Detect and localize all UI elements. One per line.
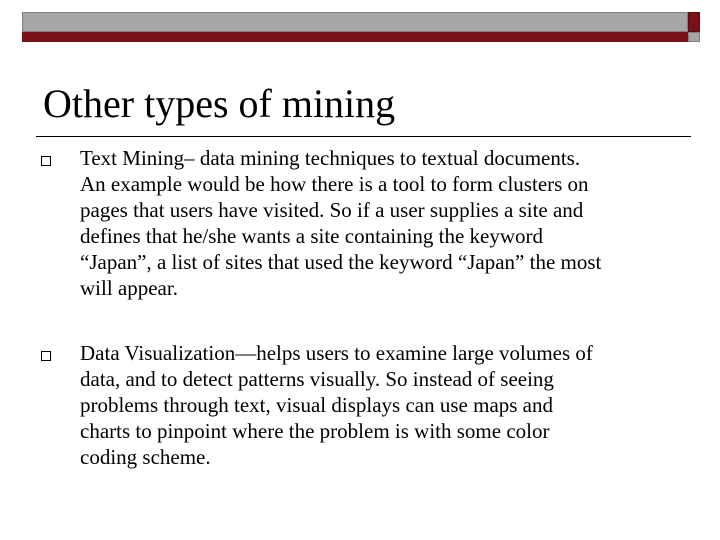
header-red-band [22, 32, 688, 42]
bullet-text [80, 340, 690, 470]
header-gray-band [22, 12, 688, 32]
bullet-line: data, and to detect patterns visually. So instead of seeing [80, 367, 554, 391]
bullet-line: coding scheme. [80, 445, 211, 469]
bullet-line: pages that users have visited. So if a user supplies a site and [80, 198, 584, 222]
bullet-line: Text Mining– data mining techniques to textual documents. [80, 146, 581, 170]
bullet-line: charts to pinpoint where the problem is with some color [80, 419, 550, 443]
bullet-line: defines that he/she wants a site containing the keyword [80, 224, 544, 248]
hollow-square-bullet-icon [41, 351, 51, 361]
slide-title: Other types of mining [43, 81, 396, 126]
bullet-line: problems through text, visual displays can use maps and [80, 393, 554, 417]
title-divider [36, 136, 691, 137]
bullet-line: An example would be how there is a tool to form clusters on [80, 172, 589, 196]
bullet-text [80, 145, 690, 301]
bullet-line: will appear. [80, 276, 178, 300]
hollow-square-bullet-icon [41, 156, 51, 166]
header-corner-red-block [688, 12, 700, 32]
header-corner-gray-block [688, 32, 700, 42]
bullet-line: “Japan”, a list of sites that used the keyword “Japan” the most [80, 250, 602, 274]
bullet-line: Data Visualization—helps users to examine large volumes of [80, 341, 593, 365]
